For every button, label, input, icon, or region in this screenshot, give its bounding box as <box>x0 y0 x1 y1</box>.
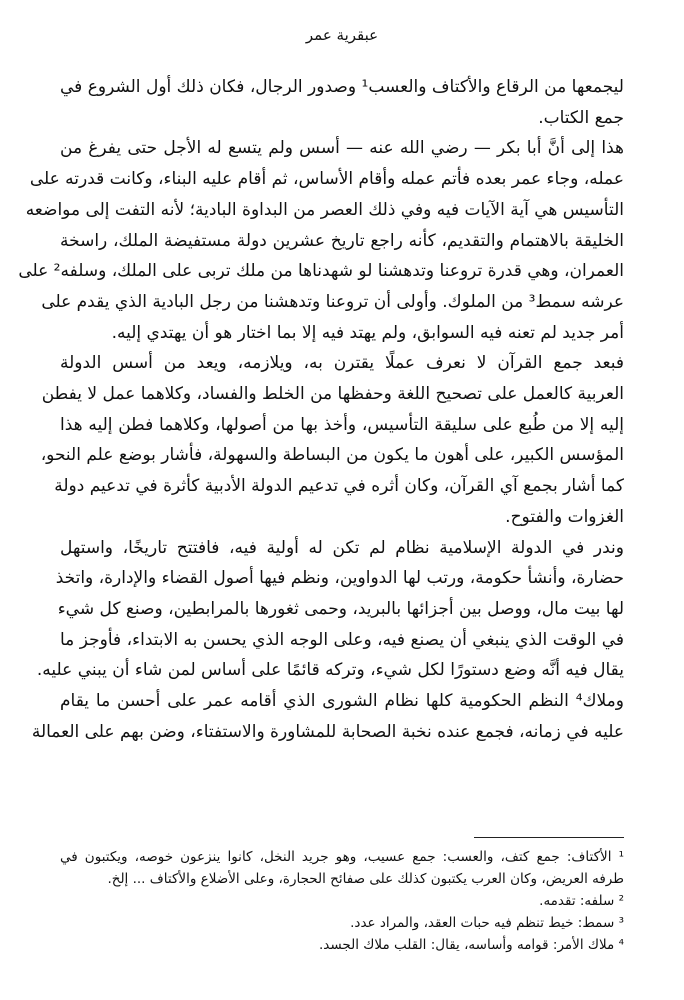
footnote-divider <box>474 837 624 838</box>
footnote-line: طرفه العريض، وكان العرب يكتبون كذلك على صفائح الحجارة، وعلى الأضلاع والأكتاف ... إلخ. <box>107 871 624 887</box>
body-line: عليه في زمانه، فجمع عنده نخبة الصحابة للمشاورة والاستفتاء، وضن بهم على العمالة <box>31 721 624 742</box>
body-text <box>18 72 624 747</box>
footnote-line: ¹ الأكتاف: جمع كتف، والعسب: جمع عسيب، وهو جريد النخل، كانوا ينزعون خوصه، ويكتبون في <box>60 849 624 865</box>
body-line: فبعد جمع القرآن لا نعرف عملًا يقترن به، ويلازمه، ويعد من أسس الدولة <box>60 353 624 374</box>
body-line: إليه إلا من طُبع على سليقة التأسيس، وأخذ بها من أصولها، وكلاهما فطن إليه هذا <box>60 414 624 435</box>
body-line: العربية كالعمل على تصحيح اللغة وحفظها من الخلط والفساد، وكلاهما عمل لا يفطن <box>41 384 624 405</box>
body-line: كما أشار بجمع آي القرآن، وكان أثره في تدعيم الدولة الأدبية كأثرة في تدعيم دولة <box>54 476 624 497</box>
body-line: حضارة، وأنشأ حكومة، ورتب لها الدواوين، ونظم فيها أصول القضاء والإدارة، واتخذ <box>55 568 624 589</box>
running-title: عبقرية عمر <box>305 26 379 44</box>
body-line: العمران، وهي قدرة تروعنا وتدهشنا لو شهدناها من ملك تربى على الملك، وسلفه² على <box>18 261 624 282</box>
body-line: الخليقة بالاهتمام والتقديم، كأنه راجع تاريخ عشرين دولة مستفيضة الملك، راسخة <box>60 230 624 251</box>
body-line: في الوقت الذي ينبغي أن يصنع فيه، وعلى الوجه الذي يحسن به الابتداء، فأوجز ما <box>60 629 624 650</box>
body-line: عمله، وجاء عمر بعده فأتم عمله وأقام الأساس، ثم أقام عليه البناء، وكانت قدرته على <box>29 169 624 190</box>
body-line: جمع الكتاب. <box>538 107 624 128</box>
body-line: لها بيت مال، ووصل بين أجزائها بالبريد، وحمى ثغورها بالمرابطين، وصنع كل شيء <box>57 598 624 619</box>
body-line: عرشه سمط³ من الملوك. وأولى أن تروعنا وتدهشنا من رجل البادية الذي يقدم على <box>41 291 624 312</box>
footnotes <box>60 846 624 956</box>
body-line: الغزوات والفتوح. <box>505 506 624 527</box>
body-line: يقال فيه أنَّه وضع دستورًا لكل شيء، وتركه قائمًا على أساس لمن شاء أن يبني عليه. <box>36 660 624 681</box>
footnote-line: ⁴ ملاك الأمر: قوامه وأساسه، يقال: القلب ملاك الجسد. <box>319 937 624 953</box>
footnote-line: ² سلفه: تقدمه. <box>539 893 624 909</box>
body-line: ليجمعها من الرقاع والأكتاف والعسب¹ وصدور الرجال، فكان ذلك أول الشروع في <box>60 77 624 97</box>
body-line: المؤسس الكبير، على أهون ما يكون من البساطة والسهولة، فأشار بوضع علم النحو، <box>40 445 624 466</box>
body-line: أمر جديد لم تعنه فيه السوابق، ولم يهتد فيه إلا بما اختار هو أن يهتدي إليه. <box>111 322 624 343</box>
body-line: وندر في الدولة الإسلامية نظام لم تكن له أولية فيه، فافتتح تاريخًا، واستهل <box>60 537 624 558</box>
body-line: هذا إلى أنَّ أبا بكر — رضي الله عنه — أسس ولم يتسع له الأجل حتى يفرغ من <box>60 138 624 159</box>
body-line: التأسيس هي آية الآيات فيه وفي ذلك العصر من البداوة البادية؛ لأنه التفت إلى مواضعه <box>25 199 624 220</box>
body-line: وملاك⁴ النظم الحكومية كلها نظام الشورى الذي أقامه عمر على أحسن ما يقام <box>60 691 624 712</box>
footnote-line: ³ سمط: خيط تنظم فيه حبات العقد، والمراد عدد. <box>350 915 624 931</box>
